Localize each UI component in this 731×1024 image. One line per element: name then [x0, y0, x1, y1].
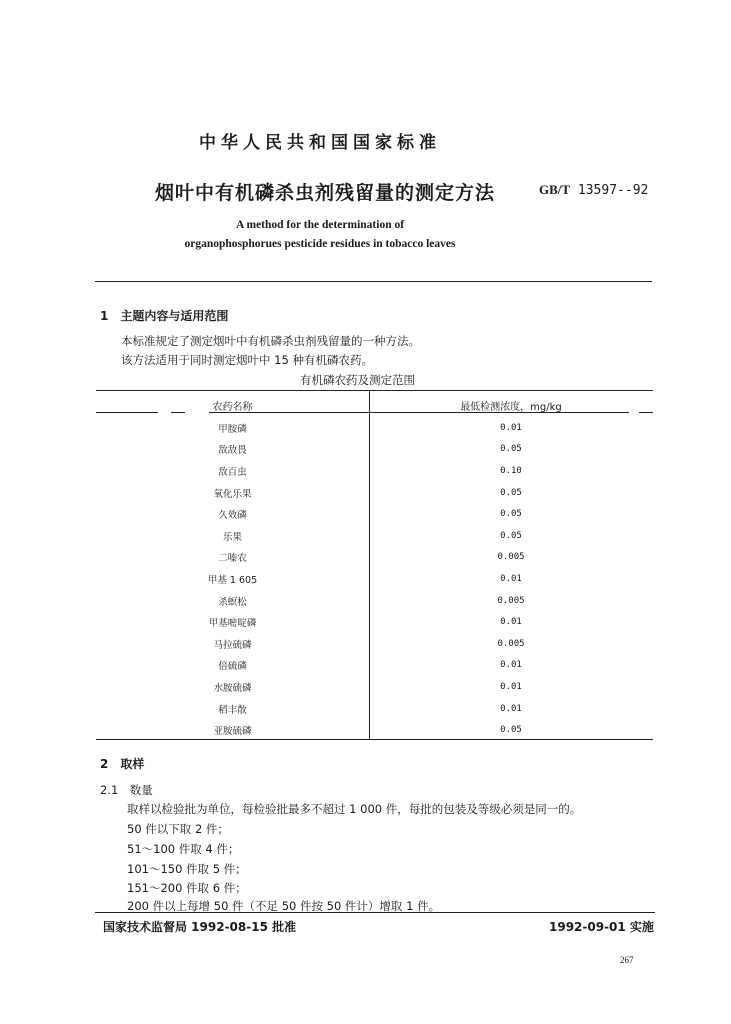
english-title-line-2: organophosphorues pesticide residues in tobacco leaves: [184, 238, 456, 250]
table-header-rule: [171, 412, 185, 413]
detection-limit: 0.01: [500, 617, 522, 628]
table-header-rule: [96, 412, 158, 413]
table-header-name: 农药名称: [212, 402, 253, 413]
table-caption: 有机磷农药及测定范围: [300, 373, 415, 387]
pesticide-name: 马拉硫磷: [213, 639, 252, 651]
table-bottom-rule: [96, 739, 653, 740]
detection-limit: 0.01: [500, 703, 522, 714]
detection-limit: 0.01: [500, 422, 522, 433]
detection-limit: 0.01: [500, 573, 522, 584]
pesticide-name: 杀螟松: [218, 596, 247, 608]
section-2-1-heading: 2.1 数量: [100, 783, 153, 797]
english-title-line-1: A method for the determination of: [235, 219, 405, 231]
page-number: 267: [620, 955, 634, 965]
pesticide-name: 甲胺磷: [218, 423, 247, 435]
sampling-line: 取样以检验批为单位，每检验批最多不超过 1 000 件，每批的包装及等级必须是同一的。: [127, 802, 582, 816]
national-standard-heading: 中华人民共和国国家标准: [199, 133, 441, 153]
detection-limit: 0.05: [500, 444, 522, 455]
pesticide-table: [96, 390, 653, 740]
header-divider: [95, 281, 652, 282]
table-header-rule: [639, 412, 653, 413]
section-1-paragraph-1: 本标准规定了测定烟叶中有机磷杀虫剂残留量的一种方法。: [121, 334, 420, 348]
detection-limit: 0.05: [500, 725, 522, 736]
pesticide-name: 二嗪农: [218, 553, 247, 565]
standard-code-prefix: GB/T: [539, 182, 571, 197]
document-title: 烟叶中有机磷杀虫剂残留量的测定方法: [155, 182, 496, 204]
table-row: [96, 439, 653, 461]
detection-limit: 0.05: [500, 509, 522, 520]
table-top-rule: [96, 390, 653, 391]
table-row: [96, 503, 653, 525]
pesticide-name: 敌百虫: [218, 466, 247, 478]
table-header-rule: [209, 412, 369, 413]
table-row: [96, 611, 653, 633]
section-1-heading: 1 主题内容与适用范围: [100, 309, 229, 323]
standard-code-number: 13597--92: [577, 183, 649, 198]
pesticide-name: 稻丰散: [218, 704, 247, 716]
table-row: [96, 676, 653, 698]
footer-divider: [95, 912, 655, 913]
table-body: [96, 417, 653, 741]
table-row: [96, 482, 653, 504]
table-header-concentration: 最低检测浓度，mg/kg: [460, 402, 562, 413]
sampling-line: 51～100 件取 4 件；: [127, 842, 240, 856]
detection-limit: 0.10: [500, 465, 522, 476]
standard-code: [539, 182, 648, 198]
pesticide-name: 乐果: [222, 531, 242, 543]
pesticide-name: 氧化乐果: [213, 488, 252, 500]
table-row: [96, 460, 653, 482]
table-row: [96, 417, 653, 439]
pesticide-name: 甲基 1 605: [207, 574, 258, 586]
table-row: [96, 568, 653, 590]
sampling-line: 101～150 件取 5 件；: [127, 862, 247, 876]
pesticide-name: 倍硫磷: [218, 661, 247, 673]
sampling-line: 151～200 件取 6 件；: [127, 881, 247, 895]
pesticide-name: 亚胺硫磷: [213, 726, 252, 738]
implementation-date: 1992-09-01 实施: [549, 920, 654, 934]
sampling-line: 50 件以下取 2 件；: [127, 822, 229, 836]
table-row: [96, 655, 653, 677]
table-row: [96, 547, 653, 569]
detection-limit: 0.005: [497, 595, 525, 606]
table-row: [96, 525, 653, 547]
sampling-line: 200 件以上每增 50 件（不足 50 件按 50 件计）增取 1 件。: [127, 899, 441, 913]
approval-date: 国家技术监督局 1992-08-15 批准: [103, 920, 297, 934]
table-row: [96, 719, 653, 741]
detection-limit: 0.05: [500, 530, 522, 541]
pesticide-name: 水胺硫磷: [213, 682, 252, 694]
detection-limit: 0.05: [500, 487, 522, 498]
table-row: [96, 633, 653, 655]
section-2-heading: 2 取样: [100, 757, 145, 771]
detection-limit: 0.01: [500, 660, 522, 671]
pesticide-name: 敌敌畏: [218, 445, 247, 457]
table-row: [96, 590, 653, 612]
section-1-paragraph-2: 该方法适用于同时测定烟叶中 15 种有机磷农药。: [121, 353, 373, 367]
pesticide-name: 久效磷: [218, 510, 247, 522]
detection-limit: 0.005: [497, 638, 525, 649]
pesticide-name: 甲基嘧啶磷: [208, 618, 257, 630]
detection-limit: 0.01: [500, 681, 522, 692]
table-header-rule: [369, 412, 629, 413]
table-row: [96, 698, 653, 720]
detection-limit: 0.005: [497, 552, 525, 563]
